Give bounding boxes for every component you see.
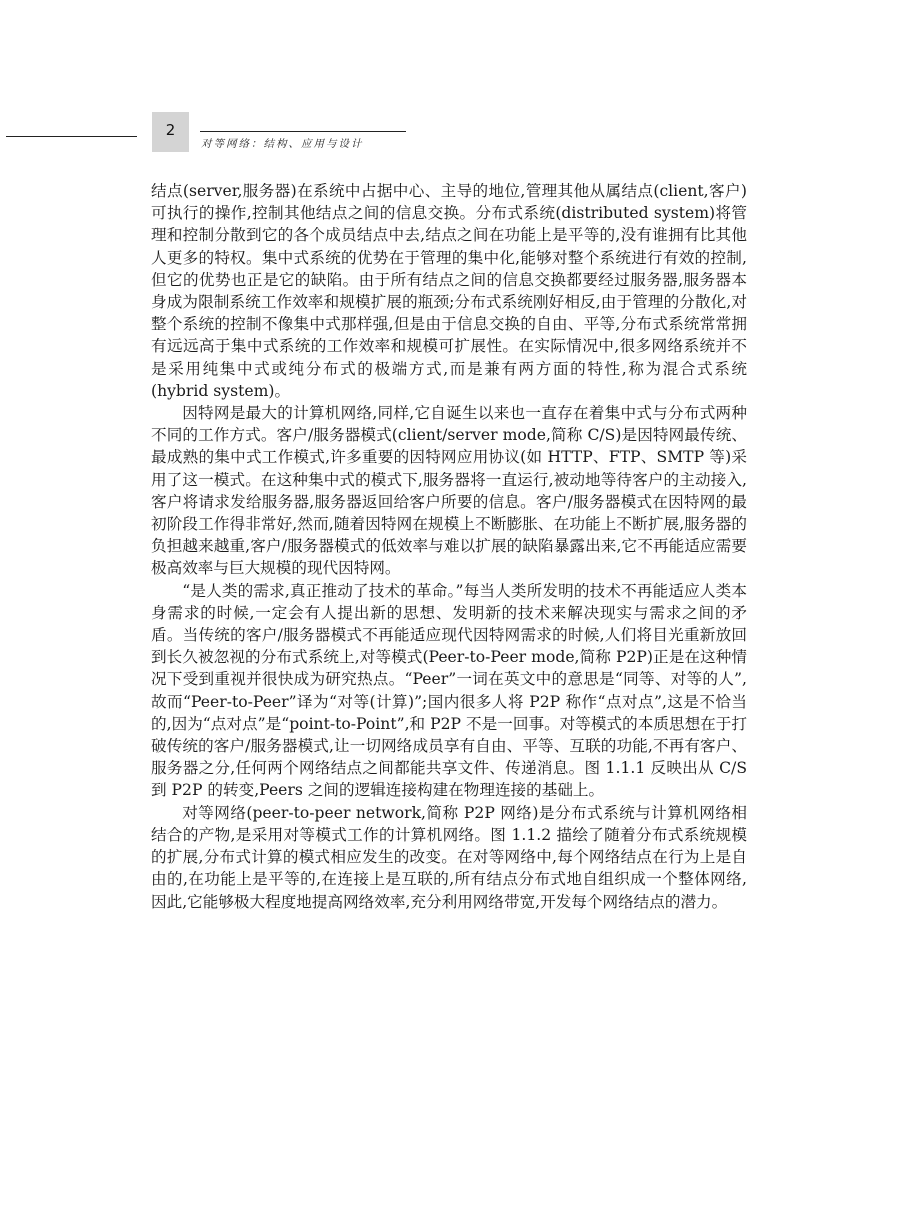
header-left-rule [6, 136, 137, 137]
page-number: 2 [165, 121, 176, 139]
paragraph-3: “是人类的需求,真正推动了技术的革命。”每当人类所发明的技术不再能适应人类本身需求的时候,一定会有人提出新的思想、发明新的技术来解决现实与需求之间的矛盾。当传统的客户/服务器模式不再能适应现代因特网需求的时候,人们将目光重新放回到长久被忽视的分布式系统上,对等模式(Peer-to-Peer mode,简称 P2P)正是在这种情况下受到重视并很快成为研究热点。“Peer”一词在英文中的意思是“同等、对等的人”,故而“Peer-to-Peer”译为“对等(计算)”;国内很多人将 P2P 称作“点对点”,这是不恰当的,因为“点对点”是“point-to-Point”,和 P2P 不是一回事。对等模式的本质思想在于打破传统的客户/服务器模式,让一切网络成员享有自由、平等、互联的功能,不再有客户、服务器之分,任何两个网络结点之间都能共享文件、传递消息。图 1.1.1 反映出从 C/S 到 P2P 的转变,Peers 之间的逻辑连接构建在物理连接的基础上。 [151, 581, 747, 800]
paragraph-4: 对等网络(peer-to-peer network,简称 P2P 网络)是分布式系统与计算机网络相结合的产物,是采用对等模式工作的计算机网络。图 1.1.2 描绘了随着分布式系统规模的扩展,分布式计算的模式相应发生的改变。在对等网络中,每个网络结点在行为上是自由的,在功能上是平等的,在连接上是互联的,所有结点分布式地自组织成一个整体网络,因此,它能够极大程度地提高网络效率,充分利用网络带宽,开发每个网络结点的潜力。 [151, 803, 747, 911]
running-title: 对等网络：结构、应用与设计 [201, 138, 364, 150]
paragraph-2: 因特网是最大的计算机网络,同样,它自诞生以来也一直存在着集中式与分布式两种不同的工作方式。客户/服务器模式(client/server mode,简称 C/S)是因特网最传统、最成熟的集中式工作模式,许多重要的因特网应用协议(如 HTTP、FTP、SMTP 等)采用了这一模式。在这种集中式的模式下,服务器将一直运行,被动地等待客户的主动接入,客户将请求发给服务器,服务器返回给客户所要的信息。客户/服务器模式在因特网的最初阶段工作得非常好,然而,随着因特网在规模上不断膨胀、在功能上不断扩展,服务器的负担越来越重,客户/服务器模式的低效率与难以扩展的缺陷暴露出来,它不再能适应需要极高效率与巨大规模的现代因特网。 [151, 404, 747, 578]
running-title-rule [200, 131, 406, 132]
page-number-box [152, 112, 189, 152]
body-text [151, 180, 747, 913]
paragraph-1: 结点(server,服务器)在系统中占据中心、主导的地位,管理其他从属结点(client,客户)可执行的操作,控制其他结点之间的信息交换。分布式系统(distributed system)将管理和控制分散到它的各个成员结点中去,结点之间在功能上是平等的,没有谁拥有比其他人更多的特权。集中式系统的优势在于管理的集中化,能够对整个系统进行有效的控制,但它的优势也正是它的缺陷。由于所有结点之间的信息交换都要经过服务器,服务器本身成为限制系统工作效率和规模扩展的瓶颈;分布式系统刚好相反,由于管理的分散化,对整个系统的控制不像集中式那样强,但是由于信息交换的自由、平等,分布式系统常常拥有远远高于集中式系统的工作效率和规模可扩展性。在实际情况中,很多网络系统并不是采用纯集中式或纯分布式的极端方式,而是兼有两方面的特性,称为混合式系统(hybrid system)。 [151, 182, 747, 400]
